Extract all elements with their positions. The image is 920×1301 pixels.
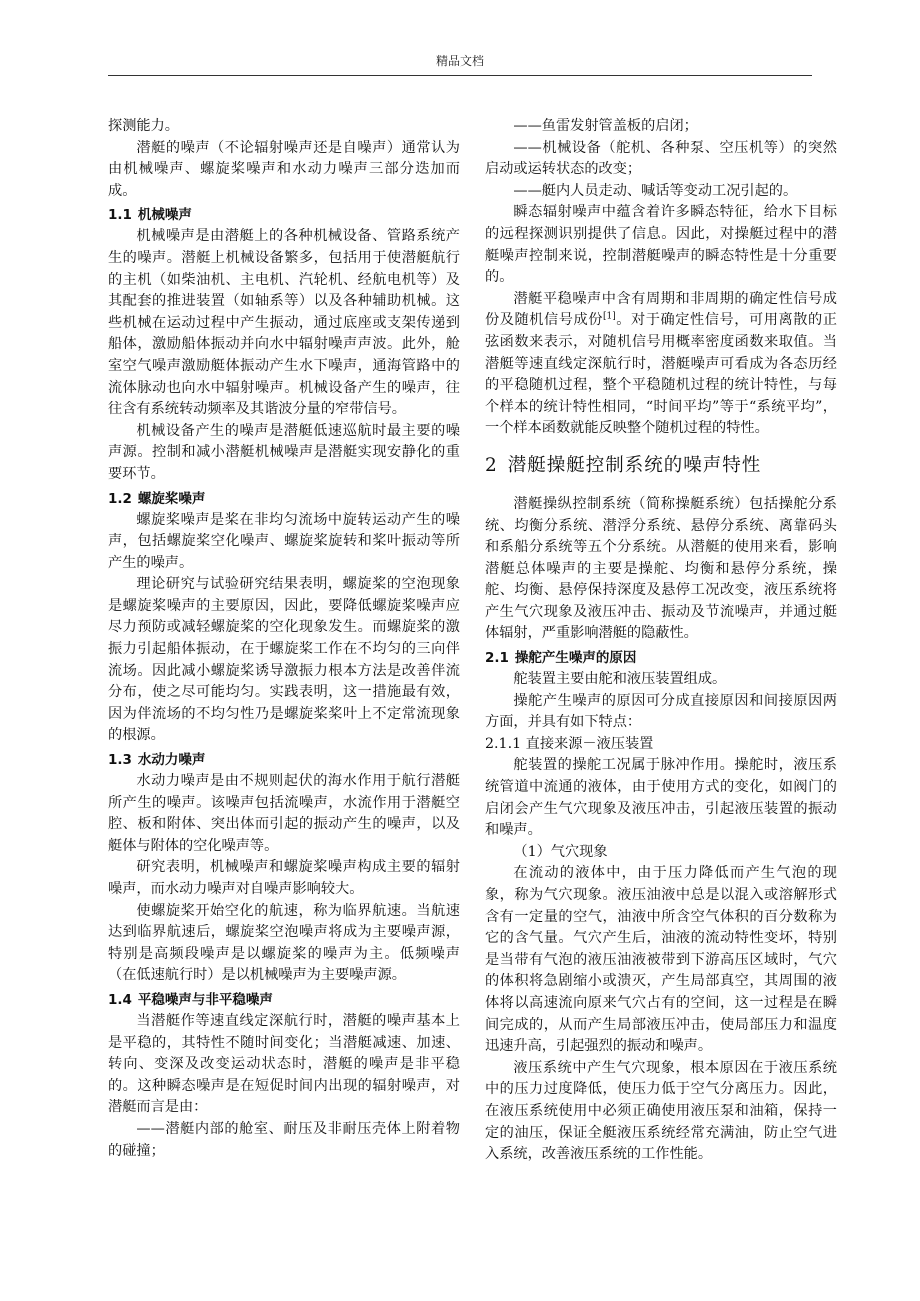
paragraph: 当潜艇作等速直线定深航行时，潜艇的噪声基本上是平稳的，其特性不随时间变化；当潜艇减速、加速、转向、变深及改变运动状态时，潜艇的噪声是非平稳的。这种瞬态噪声是在短促时间内出现的辐射噪声，对潜艇而言是由： — [108, 1012, 460, 1116]
section-title: 螺旋桨噪声 — [137, 490, 206, 507]
subsection-heading-2-1-1 — [485, 734, 837, 756]
section-heading-1-4 — [108, 989, 460, 1011]
dash-list-item: ——机械设备（舵机、各种泵、空压机等）的突然启动或运转状态的改变； — [485, 139, 837, 178]
paragraph-text: 。对于确定性信号，可用离散的正弦函数来表示，对随机信号用概率密度函数来取值。当潜艇等速直线定深航行时，潜艇噪声可看成为各态历经的平稳随机过程，整个平稳随机过程的统计特性，与每个样本的统计特性相同，“时间平均”等于“系统平均”，一个样本函数就能反映整个随机过程的特性。 — [485, 312, 837, 437]
section-heading-1-3 — [108, 749, 460, 771]
dash-list-item: ——潜艇内部的舱室、耐压及非耐压壳体上附着物的碰撞； — [108, 1120, 460, 1159]
paragraph: 理论研究与试验研究结果表明，螺旋桨的空泡现象是螺旋桨噪声的主要原因，因此，要降低螺旋桨噪声应尽力预防或减轻螺旋桨的空化现象发生。而螺旋桨的激振力引起船体振动，在于螺旋桨工作在不均匀的三向伴流场。因此减小螺旋桨诱导激振力根本方法是改善伴流分布，使之尽可能均匀。实践表明，这一措施最有效，因为伴流场的不均匀性乃是螺旋桨桨叶上不定常流现象的根源。 — [108, 576, 460, 744]
paragraph — [485, 289, 837, 440]
paragraph-text: 潜艇平稳噪声中含有周期和非周期的确定性信号成份及随机信号成份 — [485, 290, 837, 329]
right-column — [485, 116, 837, 1166]
section-number: 1.2 — [108, 490, 132, 507]
section-title: 操舵产生噪声的原因 — [514, 650, 637, 667]
chapter-heading-2 — [485, 452, 837, 480]
section-title: 平稳噪声与非平稳噪声 — [137, 991, 273, 1008]
section-number: 2.1 — [485, 650, 509, 667]
section-title: 机械噪声 — [137, 207, 192, 224]
paragraph: 研究表明，机械噪声和螺旋桨噪声构成主要的辐射噪声，而水动力噪声对自噪声影响较大。 — [108, 859, 460, 897]
paragraph: 机械噪声是由潜艇上的各种机械设备、管路系统产生的噪声。潜艇上机械设备繁多，包括用于使潜艇航行的主机（如柴油机、主电机、汽轮机、经航电机等）及其配套的推进装置（如轴系等）以及各种辅助机械。这些机械在运动过程中产生振动，通过底座或支架传递到船体，激励船体振动并向水中辐射噪声声波。此外，舱室空气噪声激励艇体振动产生水下噪声，通海管路中的流体脉动也向水中辐射噪声。机械设备产生的噪声，往往含有系统转动频率及其谐波分量的窄带信号。 — [108, 228, 460, 418]
paragraph: 潜艇操纵控制系统（简称操艇系统）包括操舵分系统、均衡分系统、潜浮分系统、悬停分系统、离靠码头和系船分系统等五个分系统。从潜艇的使用来看，影响潜艇总体噪声的主要是操舵、均衡和悬停分系统，操舵、均衡、悬停保持深度及悬停工况改变，液压系统将产生气穴现象及液压冲击、振动及节流噪声，并通过艇体辐射，严重影响潜艇的隐蔽性。 — [485, 495, 837, 642]
paragraph: 舵装置主要由舵和液压装置组成。 — [513, 671, 727, 688]
section-number: 1.4 — [108, 991, 132, 1008]
citation-reference[interactable]: [1] — [603, 311, 616, 322]
paragraph: 在流动的液体中，由于压力降低而产生气泡的现象，称为气穴现象。液压油液中总是以混入或溶解形式含有一定量的空气，油液中所含空气体积的百分数称为它的含气量。气穴产生后，油液的流动特性变坏，特别是当带有气泡的液压油液被带到下游高压区域时，气穴的体积将急剧缩小或溃灭，产生局部真空，其周围的液体将以高速流向原来气穴占有的空间，这一过程是在瞬间完成的，从而产生局部液压冲击，使局部压力和温度迅速升高，引起强烈的振动和噪声。 — [485, 865, 837, 1055]
section-heading-2-1 — [485, 647, 837, 669]
header-divider — [108, 75, 812, 76]
page-header: 精品文档 — [435, 54, 484, 68]
paragraph: 水动力噪声是由不规则起伏的海水作用于航行潜艇所产生的噪声。该噪声包括流噪声，水流作用于潜艇空腔、板和附体、突出体而引起的振动产生的噪声，以及艇体与附体的空化噪声等。 — [108, 773, 460, 854]
section-title: 水动力噪声 — [137, 752, 206, 769]
paragraph: 潜艇的噪声（不论辐射噪声还是自噪声）通常认为由机械噪声、螺旋桨噪声和水动力噪声三部分迭加而成。 — [108, 139, 460, 199]
paragraph: 探测能力。 — [108, 118, 179, 134]
paragraph: 螺旋桨噪声是桨在非均匀流场中旋转运动产生的噪声，包括螺旋桨空化噪声、螺旋桨旋转和桨叶振动等所产生的噪声。 — [108, 511, 460, 571]
item-heading: （1）气穴现象 — [513, 843, 608, 860]
section-heading-1-2 — [108, 488, 460, 510]
section-heading-1-1 — [108, 204, 460, 226]
dash-list-item: ——鱼雷发射管盖板的启闭； — [513, 118, 698, 134]
section-number: 1.3 — [108, 752, 132, 769]
subsection-title: 直接来源－液压装置 — [525, 735, 654, 752]
subsection-number: 2.1.1 — [485, 735, 522, 752]
chapter-title: 潜艇操艇控制系统的噪声特性 — [507, 454, 762, 476]
paragraph: 液压系统中产生气穴现象，根本原因在于液压系统中的压力过度降低，使压力低于空气分离压力。因此，在液压系统使用中必须正确使用液压泵和油箱，保持一定的油压，保证全艇液压系统经常充满油，防止空气进入系统，改善液压系统的工作性能。 — [485, 1059, 837, 1163]
paragraph: 舵装置的操舵工况属于脉冲作用。操舵时，液压系统管道中流通的液体，由于使用方式的变化，如阀门的启闭会产生气穴现象及液压冲击，引起液压装置的振动和噪声。 — [485, 757, 837, 839]
left-column — [108, 116, 460, 1162]
paragraph: 操舵产生噪声的原因可分成直接原因和间接原因两方面，并具有如下特点： — [485, 692, 837, 731]
paragraph: 机械设备产生的噪声是潜艇低速巡航时最主要的噪声源。控制和减小潜艇机械噪声是潜艇实现安静化的重要环节。 — [108, 422, 460, 482]
chapter-number: 2 — [485, 454, 498, 476]
dash-list-item: ——艇内人员走动、喊话等变动工况引起的。 — [513, 182, 798, 199]
paragraph: 瞬态辐射噪声中蕴含着许多瞬态特征，给水下目标的远程探测识别提供了信息。因此，对操艇过程中的潜艇噪声控制来说，控制潜艇噪声的瞬态特性是十分重要的。 — [485, 204, 837, 286]
paragraph: 使螺旋桨开始空化的航速，称为临界航速。当航速达到临界航速后，螺旋桨空泡噪声将成为主要噪声源，特别是高频段噪声是以螺旋桨的噪声为主。低频噪声（在低速航行时）是以机械噪声为主要噪声源。 — [108, 902, 460, 984]
section-number: 1.1 — [108, 207, 132, 224]
